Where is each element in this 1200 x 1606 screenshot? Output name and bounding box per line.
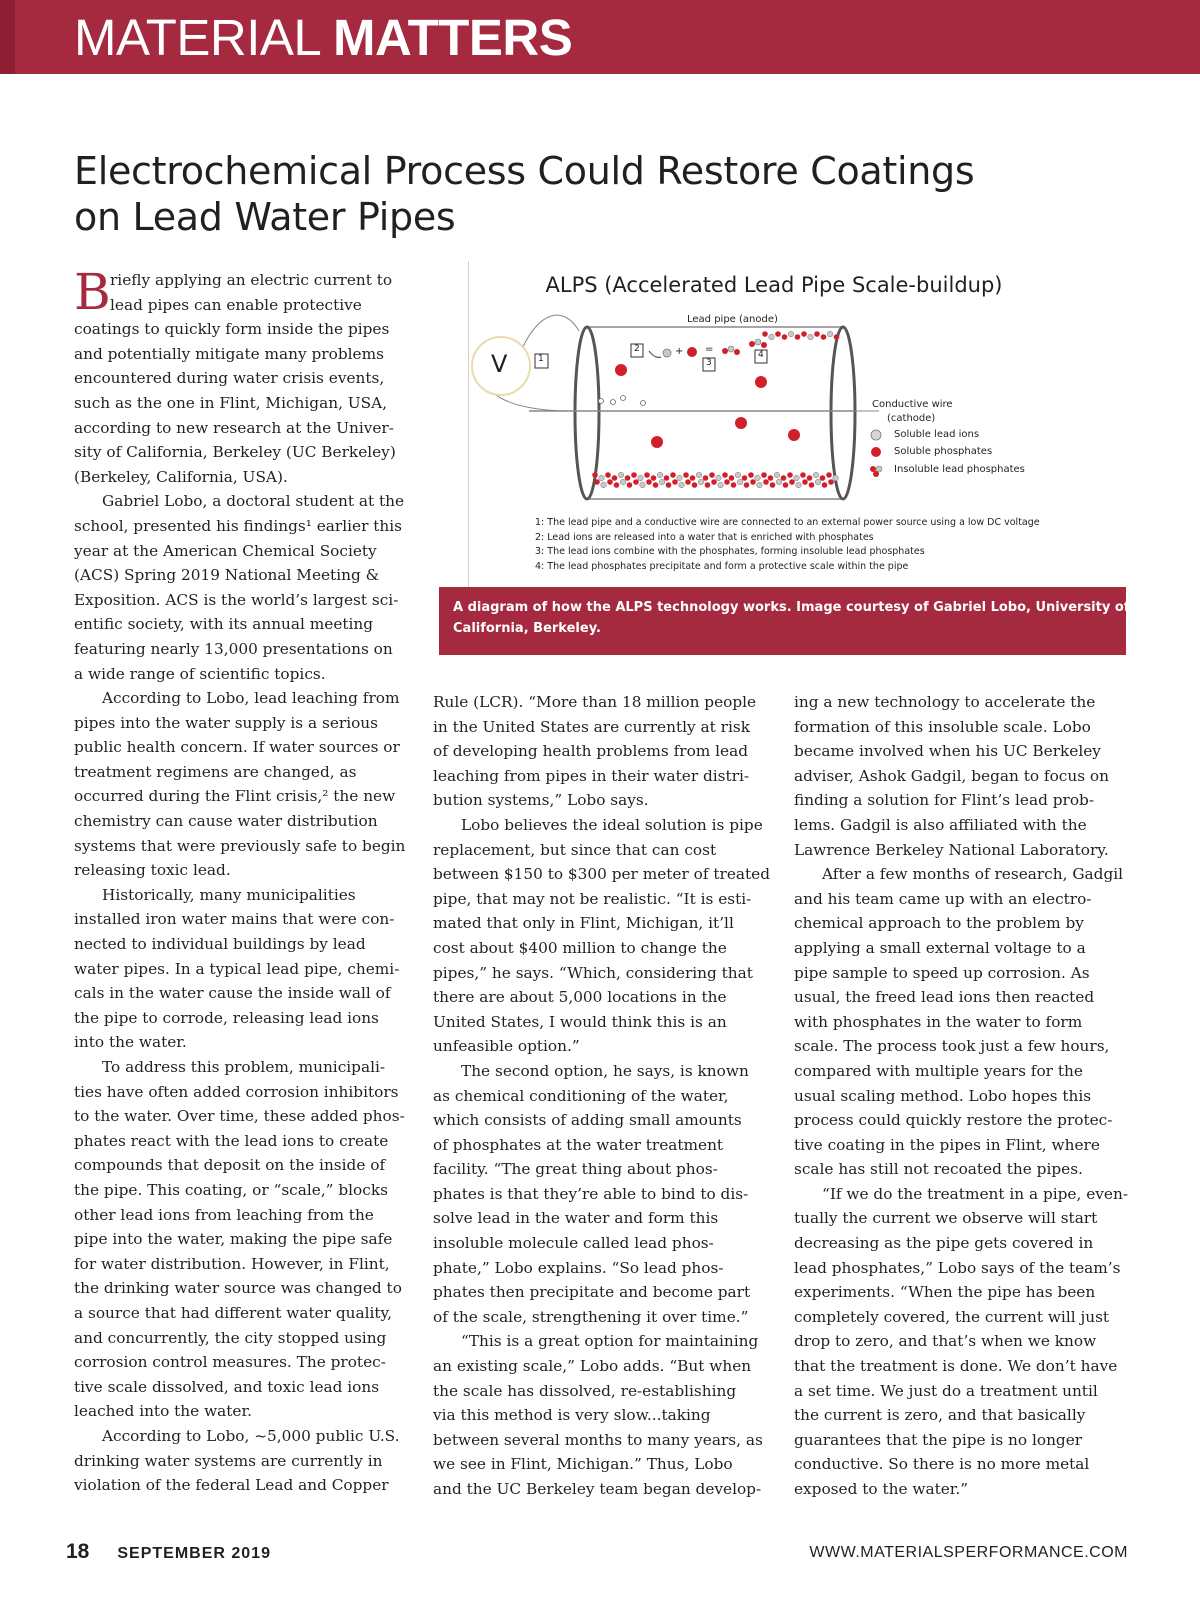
scale-particle	[775, 331, 781, 337]
text-line: (ACS) Spring 2019 National Meeting &	[74, 566, 380, 585]
text-line: Historically, many municipalities	[102, 885, 356, 904]
scale-particle	[827, 331, 833, 337]
scale-particle	[614, 482, 620, 488]
scale-particle	[761, 472, 767, 478]
text-line: year at the American Chemical Society	[74, 541, 377, 560]
scale-particle	[737, 479, 743, 485]
text-line: pipe sample to speed up corrosion. As	[794, 963, 1090, 982]
scale-particle	[813, 472, 819, 478]
text-line: phates react with the lead ions to create	[74, 1131, 389, 1150]
scale-particle	[716, 475, 722, 481]
phosphate	[755, 376, 767, 388]
scale-particle	[821, 334, 827, 340]
text-line: compared with multiple years for the	[794, 1061, 1083, 1080]
step-marker-4: 4	[758, 350, 764, 360]
scale-particle	[789, 479, 795, 485]
text-line: entific society, with its annual meeting	[74, 615, 374, 634]
article-column-1	[74, 263, 412, 1498]
scale-particle	[709, 472, 715, 478]
scale-particle	[748, 472, 754, 478]
text-line: decreasing as the pipe gets covered in	[794, 1234, 1094, 1253]
text-line: mated that only in Flint, Michigan, it’ll	[433, 914, 734, 933]
legend-insoluble: Insoluble lead phosphates	[894, 464, 1025, 475]
text-line: bution systems,” Lobo says.	[433, 791, 649, 810]
text-line: unfeasible option.”	[433, 1037, 580, 1056]
scale-particle	[612, 475, 618, 481]
text-line: The second option, he says, is known	[461, 1061, 749, 1080]
text-line: Lawrence Berkeley National Laboratory.	[794, 840, 1109, 859]
phosphate	[788, 429, 800, 441]
scale-particle	[698, 479, 704, 485]
section-title-bold: MATTERS	[333, 9, 573, 66]
text-line: According to Lobo, lead leaching from	[102, 689, 400, 708]
text-line: into the water.	[74, 1033, 187, 1052]
scale-particle	[670, 472, 676, 478]
scale-particle	[664, 475, 670, 481]
pipe-label: Lead pipe (anode)	[687, 314, 778, 325]
text-line: of phosphates at the water treatment	[433, 1135, 724, 1154]
scale-particle	[703, 475, 709, 481]
diagram-step: 2: Lead ions are released into a water that is enriched with phosphates	[535, 531, 874, 543]
text-line: installed iron water mains that were con-	[74, 910, 395, 929]
text-line: the drinking water source was changed to	[74, 1279, 402, 1298]
text-line: a set time. We just do a treatment until	[794, 1381, 1098, 1400]
scale-particle	[742, 475, 748, 481]
scale-particle	[763, 479, 769, 485]
wire-label-sub: (cathode)	[887, 413, 936, 424]
scale-particle	[640, 482, 646, 488]
scale-particle	[795, 334, 801, 340]
scale-particle	[796, 482, 802, 488]
text-line: facility. “The great thing about phos-	[433, 1160, 718, 1179]
scale-particle	[644, 472, 650, 478]
article-column-3	[794, 690, 1128, 1502]
legend-lead-ions: Soluble lead ions	[894, 429, 980, 440]
diagram-step: 1: The lead pipe and a conductive wire are connected to an external power source using a low DC voltage	[535, 517, 1040, 528]
text-line: Gabriel Lobo, a doctoral student at the	[102, 492, 405, 511]
text-line: Lobo believes the ideal solution is pipe	[461, 815, 763, 834]
scale-particle	[770, 482, 776, 488]
legend-phosphate-icon	[871, 447, 881, 457]
section-title	[74, 8, 572, 68]
scale-particle	[768, 475, 774, 481]
text-line: After a few months of research, Gadgil	[822, 865, 1124, 884]
text-line: pipe into the water, making the pipe safe	[74, 1230, 393, 1249]
text-line: nected to individual buildings by lead	[74, 935, 366, 954]
text-line: completely covered, the current will just	[794, 1307, 1110, 1326]
scale-particle	[820, 475, 826, 481]
scale-particle	[685, 479, 691, 485]
scale-particle	[776, 479, 782, 485]
text-line: a wide range of scientific topics.	[74, 664, 326, 683]
step-marker-1: 1	[538, 354, 544, 364]
scale-particle	[828, 479, 834, 485]
text-line: a source that had different water quality,	[74, 1303, 393, 1322]
scale-particle	[683, 472, 689, 478]
text-line: systems that were previously safe to begin	[74, 836, 406, 855]
text-line: lems. Gadgil is also affiliated with the	[794, 815, 1087, 834]
scale-particle	[833, 475, 839, 481]
text-line: pipe, that may not be realistic. “It is esti-	[433, 889, 752, 908]
scale-particle	[769, 334, 775, 340]
text-line: usual scaling method. Lobo hopes this	[794, 1086, 1092, 1105]
scale-particle	[633, 479, 639, 485]
text-line: usual, the freed lead ions then reacted	[794, 988, 1095, 1007]
text-line: other lead ions from leaching from the	[74, 1205, 374, 1224]
scale-particle	[800, 472, 806, 478]
legend-lead-ion-icon	[871, 430, 881, 440]
scale-particle	[594, 479, 600, 485]
text-line: became involved when his UC Berkeley	[794, 742, 1101, 761]
wire-label: Conductive wire	[872, 399, 953, 410]
scale-particle	[607, 479, 613, 485]
text-line: cost about $400 million to change the	[433, 938, 727, 957]
footer-url: WWW.MATERIALSPERFORMANCE.COM	[809, 1544, 1128, 1561]
scale-particle	[631, 472, 637, 478]
text-line: solve lead in the water and form this	[433, 1209, 719, 1228]
scale-particle	[722, 472, 728, 478]
text-line: the scale has dissolved, re-establishing	[433, 1381, 737, 1400]
lead-ion	[599, 399, 604, 404]
text-line: chemistry can cause water distribution	[74, 812, 378, 831]
scale-bottom	[592, 472, 838, 488]
text-line: in the United States are currently at risk	[433, 717, 750, 736]
scale-particle	[599, 475, 605, 481]
text-line: that the treatment is done. We don’t have	[794, 1357, 1118, 1376]
text-line: adviser, Ashok Gadgil, began to focus on	[794, 766, 1109, 785]
text-line: “If we do the treatment in a pipe, even-	[822, 1184, 1128, 1203]
text-line: lead pipes can enable protective	[110, 295, 362, 314]
text-line: corrosion control measures. The protec-	[74, 1353, 386, 1372]
scale-particle	[718, 482, 724, 488]
text-line: tive scale dissolved, and toxic lead ions	[74, 1377, 380, 1396]
scale-particle	[696, 472, 702, 478]
text-line: scale has still not recoated the pipes.	[794, 1160, 1083, 1179]
text-line: the pipe to corrode, releasing lead ions	[74, 1008, 379, 1027]
text-line: and potentially mitigate many problems	[74, 344, 384, 363]
text-line: drop to zero, and that’s when we know	[794, 1332, 1097, 1351]
text-line: pipes,” he says. “Which, considering that	[433, 963, 753, 982]
text-line: school, presented his findings¹ earlier this	[74, 516, 402, 535]
drop-cap: B	[74, 263, 111, 321]
lead-ion	[663, 349, 671, 357]
scale-particle	[679, 482, 685, 488]
scale-particle	[783, 482, 789, 488]
phosphate	[651, 436, 663, 448]
scale-particle	[711, 479, 717, 485]
text-line: According to Lobo, ~5,000 public U.S.	[102, 1426, 400, 1445]
scale-particle	[677, 475, 683, 481]
text-line: scale. The process took just a few hours,	[794, 1037, 1110, 1056]
text-line: public health concern. If water sources or	[74, 738, 400, 757]
text-line: the current is zero, and that basically	[794, 1406, 1086, 1425]
scale-particle	[788, 331, 794, 337]
text-line: insoluble molecule called lead phos-	[433, 1234, 714, 1253]
text-line: phates is that they’re able to bind to dis-	[433, 1184, 749, 1203]
text-line: “This is a great option for maintaining	[461, 1332, 759, 1351]
article-title-line: Electrochemical Process Could Restore Coatings	[74, 149, 975, 193]
scale-particle	[666, 482, 672, 488]
diagram-title: ALPS (Accelerated Lead Pipe Scale-buildup)	[545, 273, 1003, 297]
scale-particle	[757, 482, 763, 488]
text-line: of developing health problems from lead	[433, 742, 749, 761]
text-line: United States, I would think this is an	[433, 1012, 727, 1031]
text-line: of the scale, strengthening it over time.”	[433, 1307, 749, 1326]
scale-particle	[782, 334, 788, 340]
scale-particle	[822, 482, 828, 488]
text-line: leaching from pipes in their water distri-	[433, 766, 750, 785]
issue-date: SEPTEMBER 2019	[117, 1545, 271, 1562]
legend-scale-icon	[870, 466, 882, 477]
text-line: occurred during the Flint crisis,² the new	[74, 787, 396, 806]
text-line: treatment regimens are changed, as	[74, 762, 357, 781]
scale-particle	[781, 475, 787, 481]
text-line: experiments. “When the pipe has been	[794, 1283, 1096, 1302]
phosphate	[735, 417, 747, 429]
scale-particle	[814, 331, 820, 337]
scale-particle	[834, 334, 840, 340]
scale-particle	[659, 479, 665, 485]
text-line: riefly applying an electric current to	[110, 271, 393, 289]
scale-particle	[729, 475, 735, 481]
lead-ion	[611, 400, 616, 405]
diagram-step: 3: The lead ions combine with the phosphates, forming insoluble lead phosphates	[535, 546, 925, 557]
text-line: and concurrently, the city stopped using	[74, 1328, 387, 1347]
step-marker-3: 3	[706, 358, 712, 368]
scale-particle	[627, 482, 633, 488]
caption-line: California, Berkeley.	[453, 621, 601, 636]
text-line: between $150 to $300 per meter of treated	[433, 865, 771, 884]
text-line: cals in the water cause the inside wall of	[74, 984, 391, 1003]
scale-particle	[744, 482, 750, 488]
phosphate	[615, 364, 627, 376]
scale-particle	[815, 479, 821, 485]
text-line: to the water. Over time, these added phos-	[74, 1107, 405, 1126]
text-line: there are about 5,000 locations in the	[433, 988, 727, 1007]
text-line: and the UC Berkeley team began develop-	[433, 1480, 762, 1498]
article-title-line: on Lead Water Pipes	[74, 195, 456, 239]
diagram-steps	[535, 516, 1040, 574]
scale-particle	[601, 482, 607, 488]
text-line: guarantees that the pipe is no longer	[794, 1430, 1083, 1449]
text-line: Exposition. ACS is the world’s largest sci-	[74, 590, 399, 609]
wire-to-pipe	[522, 315, 579, 349]
scale-particle	[620, 479, 626, 485]
scale-particle	[735, 472, 741, 478]
text-line: the pipe. This coating, or “scale,” blocks	[74, 1180, 388, 1199]
scale-particle	[672, 479, 678, 485]
text-line: encountered during water crisis events,	[74, 369, 385, 388]
text-line: To address this problem, municipali-	[102, 1058, 386, 1076]
scale-particle	[651, 475, 657, 481]
precipitate-cluster	[749, 339, 767, 348]
figure-caption	[439, 587, 1130, 655]
section-title-light: MATERIAL	[74, 9, 334, 66]
text-line: releasing toxic lead.	[74, 861, 231, 880]
reaction-equals: =	[705, 344, 714, 355]
scale-particle	[618, 472, 624, 478]
lead-ion	[641, 401, 646, 406]
text-line: phates then precipitate and become part	[433, 1283, 751, 1302]
scale-particle	[724, 479, 730, 485]
step-marker-2: 2	[634, 344, 640, 354]
text-line: sity of California, Berkeley (UC Berkeley)	[74, 443, 396, 462]
diagram-step: 4: The lead phosphates precipitate and form a protective scale within the pipe	[535, 560, 909, 572]
legend-phosphates: Soluble phosphates	[894, 446, 993, 457]
scale-particle	[787, 472, 793, 478]
text-line: drinking water systems are currently in	[74, 1451, 383, 1470]
text-line: violation of the federal Lead and Copper	[74, 1476, 389, 1495]
scale-particle	[762, 331, 768, 337]
scale-particle	[808, 334, 814, 340]
footer-folio	[66, 1540, 271, 1564]
text-line: process could quickly restore the protec-	[794, 1111, 1113, 1130]
voltage-label: V	[491, 350, 508, 378]
scale-particle	[826, 472, 832, 478]
text-line: leached into the water.	[74, 1402, 252, 1421]
scale-particle	[774, 472, 780, 478]
text-line: replacement, but since that can cost	[433, 840, 717, 859]
text-line: chemical approach to the problem by	[794, 914, 1084, 933]
alps-diagram	[469, 261, 1126, 587]
text-line: conductive. So there is no more metal	[794, 1455, 1090, 1474]
text-line: applying a small external voltage to a	[794, 938, 1086, 957]
text-line: featuring nearly 13,000 presentations on	[74, 639, 393, 658]
scale-top	[762, 331, 839, 340]
text-line: Rule (LCR). “More than 18 million people	[433, 693, 757, 711]
text-line: which consists of adding small amounts	[433, 1111, 742, 1130]
text-line: we see in Flint, Michigan.” Thus, Lobo	[433, 1455, 733, 1474]
page-number: 18	[66, 1540, 90, 1563]
phosphate	[687, 347, 697, 357]
text-line: with phosphates in the water to form	[794, 1012, 1083, 1031]
text-line: an existing scale,” Lobo adds. “But when	[433, 1357, 752, 1376]
text-line: ing a new technology to accelerate the	[794, 693, 1096, 711]
scale-particle	[646, 479, 652, 485]
text-line: according to new research at the Univer-	[74, 418, 394, 437]
scale-particle	[638, 475, 644, 481]
text-line: formation of this insoluble scale. Lobo	[794, 717, 1091, 736]
scale-particle	[605, 472, 611, 478]
text-line: tually the current we observe will start	[794, 1209, 1098, 1228]
scale-particle	[809, 482, 815, 488]
lead-ion	[621, 396, 626, 401]
pipe-right-end	[831, 327, 855, 499]
text-line: as chemical conditioning of the water,	[433, 1086, 729, 1105]
scale-particle	[755, 475, 761, 481]
text-line: ties have often added corrosion inhibitors	[74, 1082, 399, 1101]
scale-particle	[625, 475, 631, 481]
text-line: (Berkeley, California, USA).	[74, 467, 288, 486]
scale-particle	[802, 479, 808, 485]
text-line: water pipes. In a typical lead pipe, chemi-	[74, 959, 400, 978]
scale-particle	[705, 482, 711, 488]
scale-particle	[653, 482, 659, 488]
text-line: pipes into the water supply is a serious	[74, 713, 378, 732]
text-line: tive coating in the pipes in Flint, where	[794, 1135, 1100, 1154]
text-line: finding a solution for Flint’s lead prob-	[794, 791, 1095, 810]
reaction-product	[722, 346, 740, 355]
text-line: exposed to the water.”	[794, 1480, 969, 1498]
text-line: phate,” Lobo explains. “So lead phos-	[433, 1258, 724, 1277]
article-column-2	[433, 690, 769, 1502]
reaction-plus: +	[675, 346, 684, 357]
text-line: compounds that deposit on the inside of	[74, 1156, 386, 1175]
scale-particle	[750, 479, 756, 485]
scale-particle	[731, 482, 737, 488]
text-line: lead phosphates,” Lobo says of the team’s	[794, 1258, 1121, 1277]
text-line: such as the one in Flint, Michigan, USA,	[74, 393, 388, 412]
text-line: for water distribution. However, in Flint,	[74, 1254, 390, 1273]
article-title	[74, 148, 1074, 240]
text-line: and his team came up with an electro-	[794, 889, 1092, 908]
scale-particle	[690, 475, 696, 481]
text-line: coatings to quickly form inside the pipes	[74, 320, 390, 339]
scale-particle	[592, 472, 598, 478]
scale-particle	[692, 482, 698, 488]
scale-particle	[794, 475, 800, 481]
text-line: between several months to many years, as	[433, 1430, 763, 1449]
scale-particle	[807, 475, 813, 481]
scale-particle	[657, 472, 663, 478]
caption-line: A diagram of how the ALPS technology works. Image courtesy of Gabriel Lobo, University of	[453, 600, 1130, 615]
scale-particle	[801, 331, 807, 337]
header-accent-strip	[0, 0, 15, 74]
section-header-bar	[0, 0, 1200, 74]
text-line: via this method is very slow...taking	[433, 1406, 711, 1425]
